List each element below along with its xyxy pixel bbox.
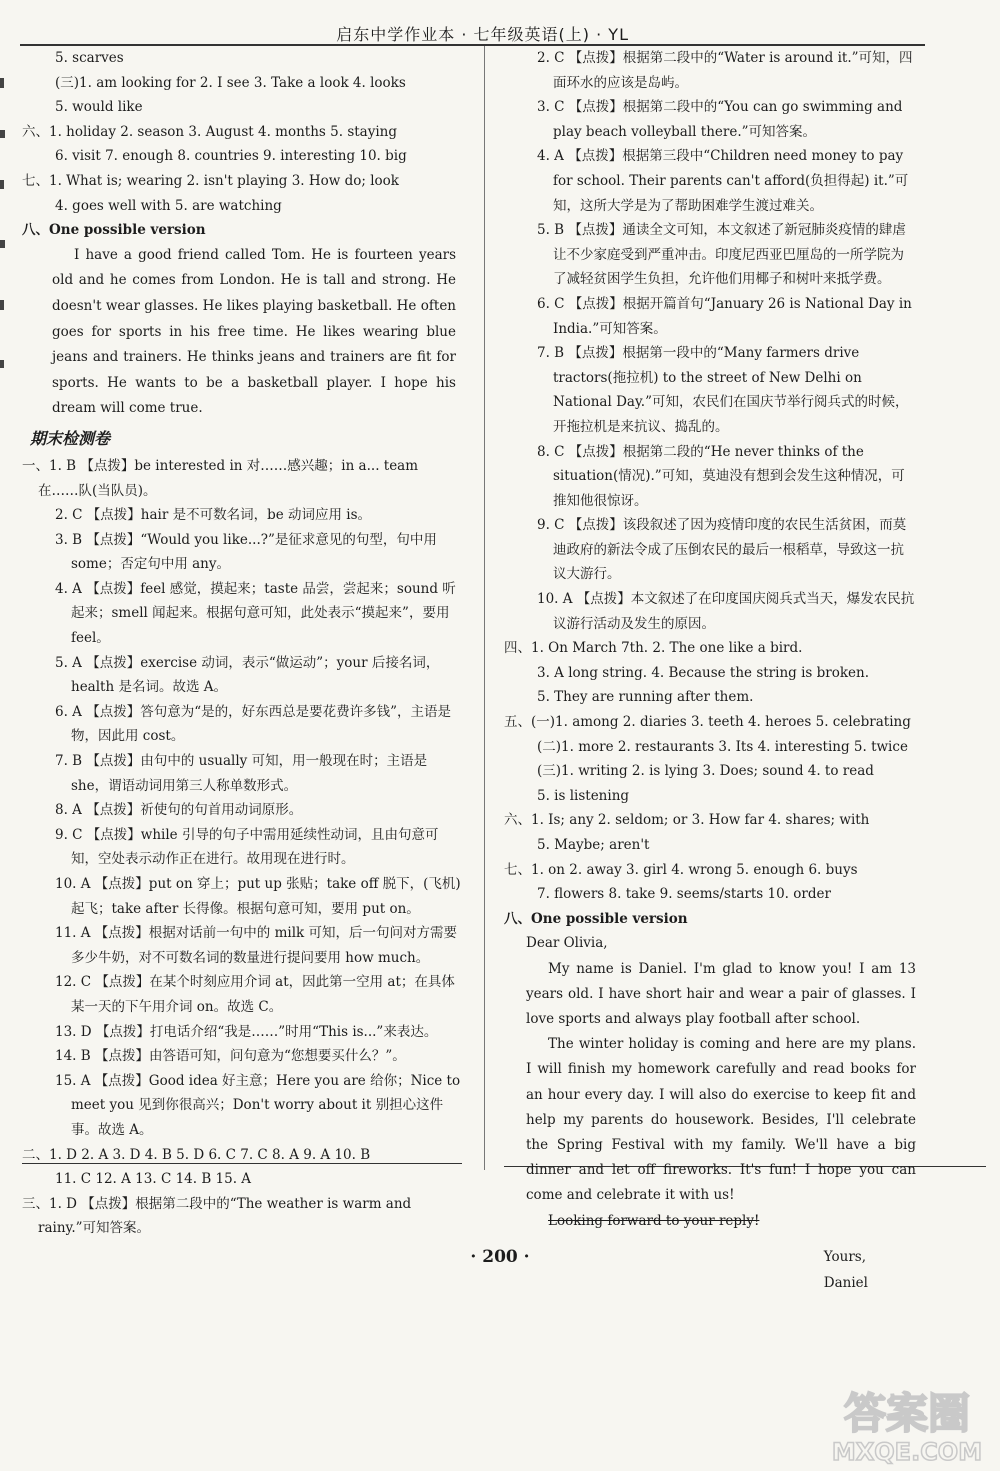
answer-explanation-item: 6. C 【点拨】根据开篇首句“January 26 is National Day in India.”可知答案。	[537, 295, 912, 337]
right-answer-row: 5. They are running after them.	[537, 689, 754, 706]
answer-explanation-item: 2. C 【点拨】hair 是不可数名词，be 动词应用 is。	[55, 507, 372, 524]
answer-explanation-item: 9. C 【点拨】该段叙述了因为疫情印度的农民生活贫困，而莫迪政府的新法令成了压倒农民的最后一根稻草，导致这一抗议大游行。	[537, 517, 907, 583]
answer-explanation-item: 12. C 【点拨】在某个时刻应用介词 at，因此第一空用 at；在具体某一天的下午用介词 on。故选 C。	[55, 974, 455, 1015]
letter-paragraph-2: The winter holiday is coming and here are my plans. I will finish my homework carefully and read books for an hour every day. I will also do exercise to keep fit and help my parents do housework. Besides, I'll celebrate the Spring Festival with my family. We'll have a big dinner and let off fireworks. It's fun! I hope you can come and celebrate it with us!	[526, 1036, 916, 1204]
answers-two-line1: 二、1. D 2. A 3. D 4. B 5. D 6. C 7. C 8. A 9. A 10. B	[22, 1146, 371, 1163]
page-header	[20, 14, 925, 46]
column-divider	[484, 46, 485, 1170]
right-answer-row: (二)1. more 2. restaurants 3. Its 4. interesting 5. twice	[537, 738, 908, 755]
right-answer-row: 八、One possible version	[504, 910, 688, 927]
answer-explanation-item: 2. C 【点拨】根据第二段中的“Water is around it.”可知，四面环水的应该是岛屿。	[537, 50, 913, 91]
answer-explanation-item: 3. B 【点拨】“Would you like...?”是征求意见的句型，句中用 some；否定句中用 any。	[55, 531, 437, 573]
header-title: 启东中学作业本 · 七年级英语(上) · YL	[336, 25, 629, 44]
left-answer-row: 5. would like	[55, 99, 143, 116]
answer-explanation-item: 7. B 【点拨】根据第一段中的“Many farmers drive tractors(拖拉机) to the street of New Delhi on National Day.”可知，农民们在国庆节举行阅兵式的时候，开拖拉机是来抗议、捣乱的。	[537, 345, 909, 435]
answer-explanation-item: 11. A 【点拨】根据对话前一句中的 milk 可知，后一句问对方需要多少牛奶，对不可数名词的数量进行提问要用 how much。	[55, 925, 457, 966]
right-answer-rows	[504, 636, 916, 931]
watermark-logo	[822, 1380, 992, 1466]
right-answer-row: 5. is listening	[537, 787, 630, 804]
answer-explanation-item: 7. B 【点拨】由句中的 usually 可知，用一般现在时；主语是 she，谓语动词用第三人称单数形式。	[55, 753, 428, 794]
watermark-line1: 答案圈	[843, 1389, 971, 1438]
watermark-line2: MXQE.COM	[831, 1438, 983, 1466]
answer-explanation-item: 4. A 【点拨】根据第三段中“Children need money to pay for school. Their parents can't afford(负担得起) it.”可知，这所大学是为了帮助困难学生渡过难关。	[537, 148, 909, 214]
left-column	[22, 46, 462, 1241]
section-title: 期末检测卷	[30, 428, 111, 448]
answer-explanation-item: 10. A 【点拨】本文叙述了在印度国庆阅兵式当天，爆发农民抗议游行活动及发生的原因。	[537, 591, 915, 632]
letter-closing: Yours,	[823, 1248, 866, 1265]
right-answer-row: 五、(一)1. among 2. diaries 3. teeth 4. heroes 5. celebrating	[504, 714, 911, 731]
left-answer-row: 七、1. What is; wearing 2. isn't playing 3. How do; look	[22, 172, 399, 189]
answer-explanation-item: 14. B 【点拨】由答语可知，问句意为“您想要买什么？”。	[55, 1048, 406, 1065]
answer-explanation-item: 8. A 【点拨】祈使句的句首用动词原形。	[55, 802, 303, 819]
answer-explanation-item: 6. A 【点拨】答句意为“是的，好东西总是要花费许多钱”，主语是物，因此用 cost。	[55, 703, 452, 745]
letter-paragraph-3: Looking forward to your reply!	[548, 1212, 760, 1229]
right-column	[504, 46, 916, 1296]
left-answer-row: 6. visit 7. enough 8. countries 9. interesting 10. big	[55, 148, 407, 165]
right-explanation-items	[504, 46, 916, 636]
answer-explanation-item: 5. A 【点拨】exercise 动词，表示“做运动”；your 后接名词，health 是名词。故选 A。	[55, 654, 440, 696]
left-answer-row: 4. goes well with 5. are watching	[55, 197, 282, 214]
letter	[504, 931, 916, 1233]
right-answer-row: 六、1. Is; any 2. seldom; or 3. How far 4. shares; with	[504, 812, 870, 829]
answers-three-1: 三、1. D 【点拨】根据第二段中的“The weather is warm and rainy.”可知答案。	[22, 1195, 412, 1237]
answer-explanation-item: 4. A 【点拨】feel 感觉，摸起来；taste 品尝，尝起来；sound 听起来；smell 闻起来。根据句意可知，此处表示“摸起来”，要用 feel。	[55, 580, 456, 647]
right-answer-row: 7. flowers 8. take 9. seems/starts 10. order	[537, 886, 831, 903]
answer-explanation-item: 10. A 【点拨】put on 穿上；put up 张贴；take off 脱下，(飞机)起飞；take after 长得像。根据句意可知，要用 put on。	[55, 876, 461, 917]
left-answer-row: (三)1. am looking for 2. I see 3. Take a look 4. looks	[55, 74, 406, 91]
answer-explanation-item: 13. D 【点拨】打电话介绍“我是……”时用“This is...”来表达。	[55, 1023, 438, 1040]
letter-signature: Daniel	[823, 1274, 868, 1291]
left-essay	[22, 243, 462, 422]
answer-explanation-item: 3. C 【点拨】根据第二段中的“You can go swimming and play beach volleyball there.”可知答案。	[537, 99, 903, 140]
letter-paragraph-1: My name is Daniel. I'm glad to know you! I am 13 years old. I have short hair and wear a pair of glasses. I love sports and always play football after school.	[526, 960, 916, 1027]
right-answer-row: 5. Maybe; aren't	[537, 837, 650, 853]
answer-explanation-item: 5. B 【点拨】通读全文可知，本文叙述了新冠肺炎疫情的肆虐让不少家庭受到严重冲击。印度尼西亚巴厘岛的一所学院为了减轻贫困学生负担，允许他们用椰子和树叶来抵学费。	[537, 222, 906, 288]
answer-explanation-item: 9. C 【点拨】while 引导的句子中需用延续性动词，且由句意可知，空处表示动作正在进行。故用现在进行时。	[55, 826, 439, 868]
answer-explanation-item: 8. C 【点拨】根据第二段的“He never thinks of the situation(情况).”可知，莫迪没有想到会发生这种情况，可推知他很惊讶。	[537, 443, 905, 509]
left-answer-row: 六、1. holiday 2. season 3. August 4. months 5. staying	[22, 123, 398, 140]
answers-two-line2: 11. C 12. A 13. C 14. B 15. A	[55, 1171, 252, 1188]
left-answer-row: 5. scarves	[55, 50, 124, 66]
letter-greeting: Dear Olivia,	[526, 935, 608, 952]
right-answer-row: (三)1. writing 2. is lying 3. Does; sound 4. to read	[537, 763, 874, 780]
left-rule-under-answers	[22, 1163, 462, 1164]
page-number: · 200 ·	[470, 1247, 530, 1267]
left-explanation-items	[22, 454, 462, 1143]
left-essay-text: I have a good friend called Tom. He is fourteen years old and he comes from London. He is tall and strong. He doesn't wear glasses. He likes playing basketball. He often goes for sports in his free time. He likes wearing blue jeans and trainers. He thinks jeans and trainers are fit for sports. He wants to be a basketball player. I hope his dream will come true.	[52, 246, 456, 417]
right-answer-row: 3. A long string. 4. Because the string is broken.	[537, 664, 869, 681]
right-answer-row: 七、1. on 2. away 3. girl 4. wrong 5. enough 6. buys	[504, 861, 858, 878]
left-margin-bleed	[0, 70, 8, 390]
answer-explanation-item: 一、1. B 【点拨】be interested in 对……感兴趣；in a... team 在……队(当队员)。	[22, 457, 419, 499]
left-answer-row: 八、One possible version	[22, 222, 206, 239]
right-answer-row: 四、1. On March 7th. 2. The one like a bird.	[504, 640, 803, 657]
answer-explanation-item: 15. A 【点拨】Good idea 好主意；Here you are 给你；Nice to meet you 见到你很高兴；Don't worry about it 别担心这件事。故选 A。	[55, 1072, 461, 1138]
left-answer-rows	[22, 46, 462, 243]
